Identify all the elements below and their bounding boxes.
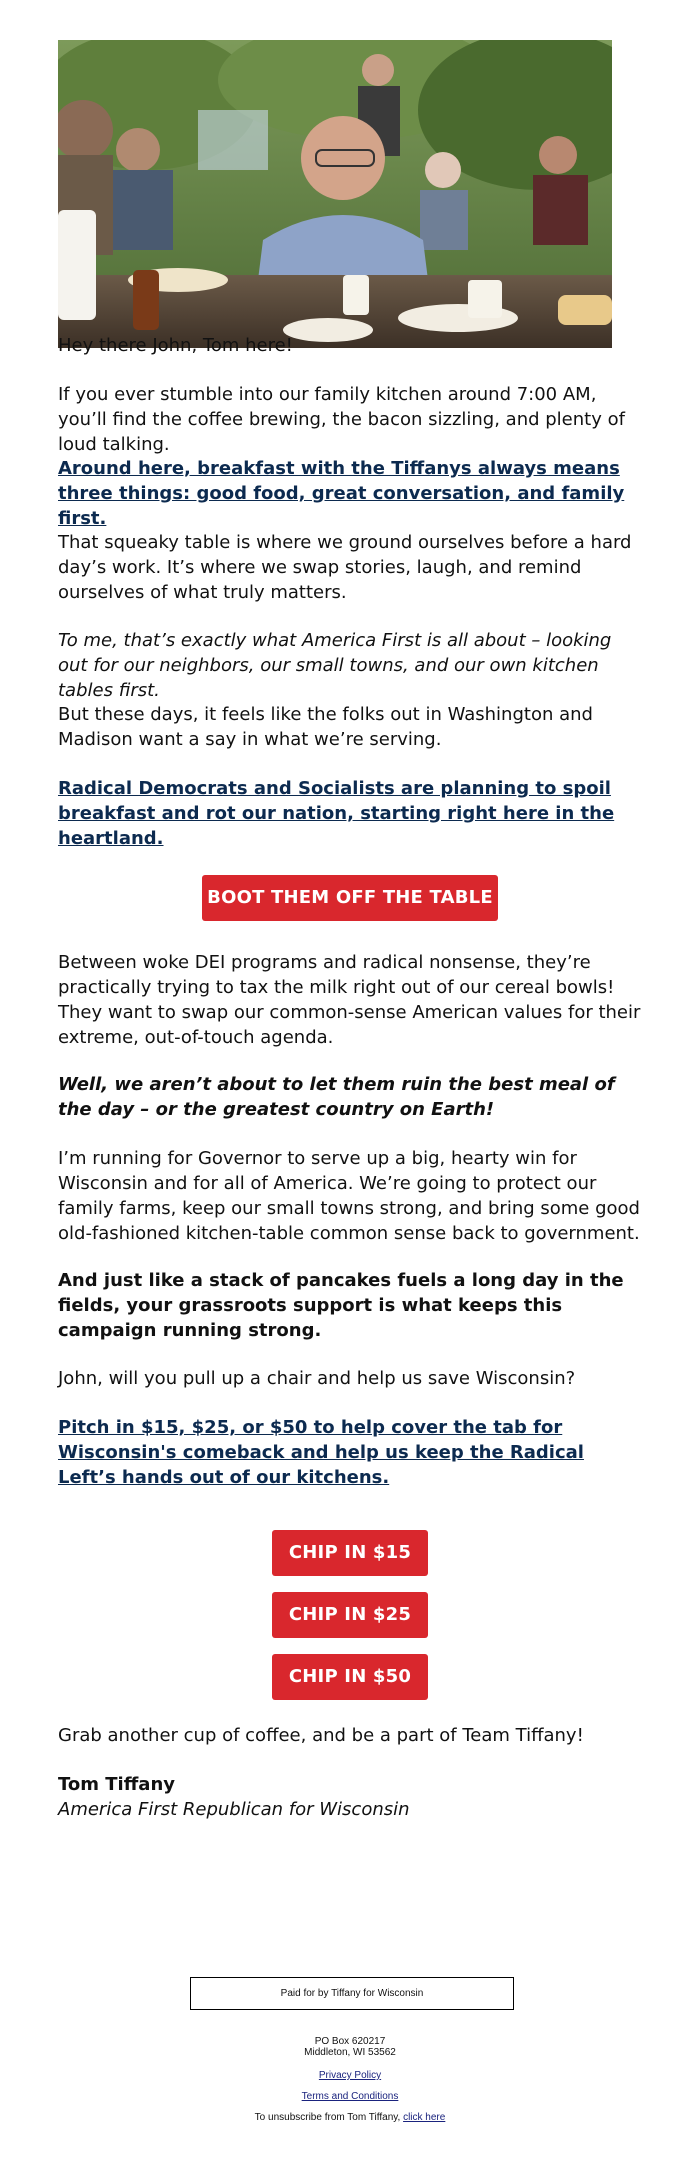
privacy-policy-link[interactable]: Privacy Policy xyxy=(318,2070,382,2081)
boot-them-off-button[interactable]: BOOT THEM OFF THE TABLE xyxy=(202,875,498,921)
privacy-row xyxy=(0,2070,700,2082)
link-paragraph-breakfast xyxy=(58,456,642,531)
paragraph-pancakes: And just like a stack of pancakes fuels a long day in the fields, your grassroots support is what keeps this campaign running strong. xyxy=(58,1270,624,1341)
chip-in-50-button[interactable]: CHIP IN $50 xyxy=(272,1654,428,1700)
chip-in-25-button[interactable]: CHIP IN $25 xyxy=(272,1592,428,1638)
paragraph-team-tiffany: Grab another cup of coffee, and be a part of Team Tiffany! xyxy=(58,1725,584,1746)
hero-photo xyxy=(58,40,612,348)
chip-in-15-button[interactable]: CHIP IN $15 xyxy=(272,1530,428,1576)
paragraph-pull-up-chair: John, will you pull up a chair and help us save Wisconsin? xyxy=(58,1368,576,1389)
paragraph-intro: If you ever stumble into our family kitchen around 7:00 AM, you’ll find the coffee brewing, the bacon sizzling, and plenty of loud talking. xyxy=(58,384,625,455)
breakfast-table-image xyxy=(58,40,612,348)
radical-democrats-link[interactable]: Radical Democrats and Socialists are planning to spoil breakfast and rot our nation, starting right here in the heartland. xyxy=(58,778,615,849)
pitch-in-link[interactable]: Pitch in $15, $25, or $50 to help cover the tab for Wisconsin's comeback and help us keep the Radical Left’s hands out of our kitchens. xyxy=(58,1417,584,1488)
address-line-2: Middleton, WI 53562 xyxy=(304,2047,396,2058)
paragraph-governor: I’m running for Governor to serve up a big, hearty win for Wisconsin and for all of America. We’re going to protect our family farms, keep our small towns strong, and bring some good old-fashioned kitchen-table common sense back to government. xyxy=(58,1148,640,1244)
paragraph-woke: Between woke DEI programs and radical nonsense, they’re practically trying to tax the milk right out of our cereal bowls! They want to swap our common-sense American values for their extreme, out-of-touch agenda. xyxy=(58,952,641,1048)
unsubscribe-link[interactable]: click here xyxy=(403,2112,446,2123)
paragraph-best-meal: Well, we aren’t about to let them ruin the best meal of the day – or the greatest country on Earth! xyxy=(58,1074,615,1120)
paragraph-america-first: To me, that’s exactly what America First is all about – looking out for our neighbors, our small towns, and our own kitchen tables first. xyxy=(58,630,612,701)
paragraph-table: That squeaky table is where we ground ourselves before a hard day’s work. It’s where we swap stories, laugh, and remind ourselves of what truly matters. xyxy=(58,532,632,603)
paragraph-washington: But these days, it feels like the folks out in Washington and Madison want a say in what we’re serving. xyxy=(58,704,593,750)
signature-name: Tom Tiffany xyxy=(58,1774,175,1795)
address-line-1: PO Box 620217 xyxy=(314,2036,386,2047)
paid-for-box: Paid for by Tiffany for Wisconsin xyxy=(190,1977,514,2010)
signature-title: America First Republican for Wisconsin xyxy=(58,1799,410,1820)
terms-row xyxy=(0,2091,700,2103)
breakfast-link[interactable]: Around here, breakfast with the Tiffanys always means three things: good food, great conversation, and family first. xyxy=(58,458,625,529)
unsubscribe-row xyxy=(0,2112,700,2124)
unsubscribe-text: To unsubscribe from Tom Tiffany, xyxy=(254,2112,401,2123)
greeting: Hey there John, Tom here! xyxy=(58,335,293,356)
link-paragraph-pitch-in xyxy=(58,1415,642,1490)
terms-link[interactable]: Terms and Conditions xyxy=(301,2091,399,2102)
link-paragraph-radical xyxy=(58,776,642,851)
